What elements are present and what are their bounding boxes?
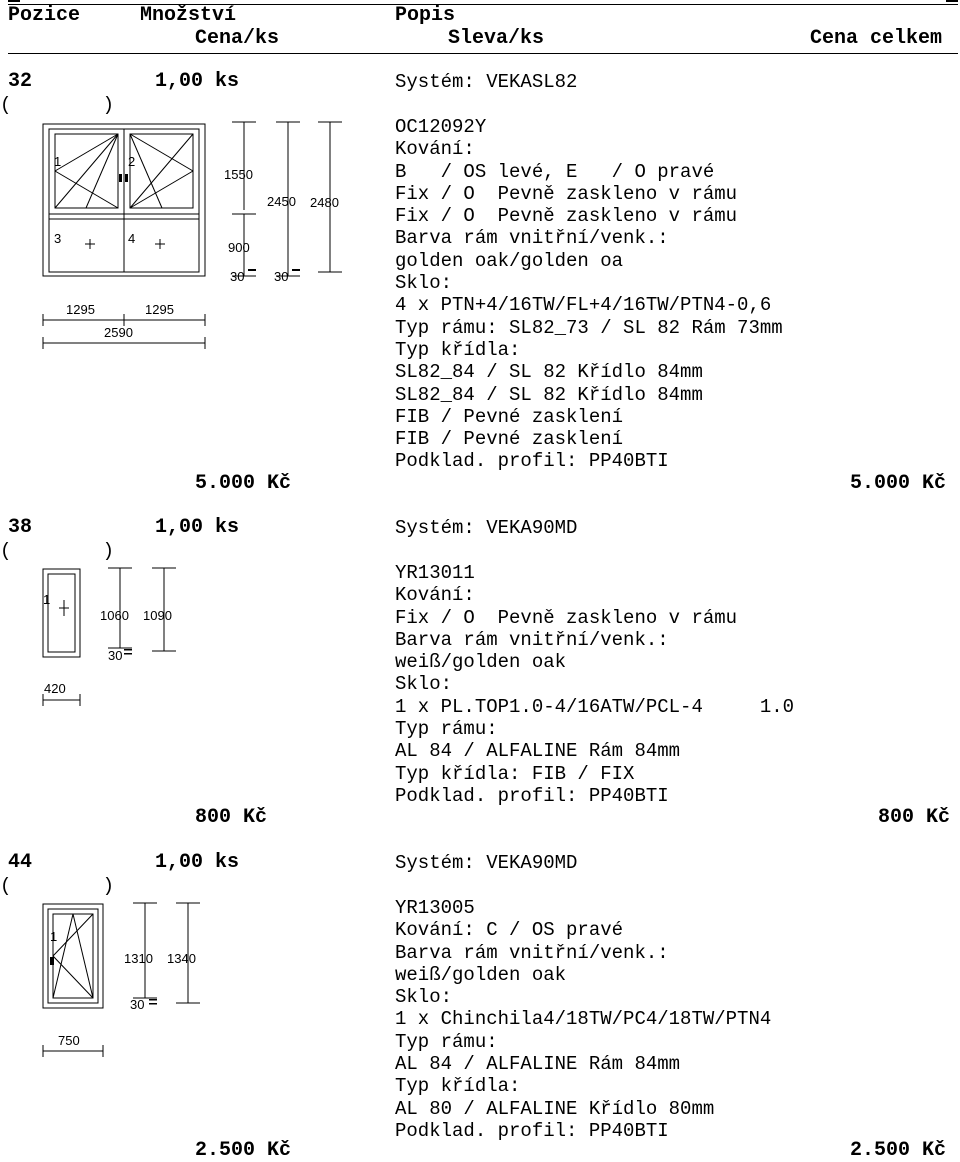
description-line: Fix / O Pevně zaskleno v rámu [395,606,738,629]
description-line: 1 x PL.TOP1.0-4/16ATW/PCL-4 1.0 [395,695,795,718]
dimension-label: 2450 [267,194,296,209]
description-line: YR13005 [395,897,475,919]
header-cena-ks: Cena/ks [195,27,280,50]
item-quantity: 1,00 ks [155,851,240,874]
description-line: Fix / O Pevně zaskleno v rámu [395,205,738,228]
description-line: AL 80 / ALFALINE Křídlo 80mm [395,1097,715,1120]
description-line: weiß/golden oak [395,963,567,986]
header-popis: Popis [395,4,456,27]
description-line: AL 84 / ALFALINE Rám 84mm [395,740,681,763]
item-system: Systém: VEKA90MD [395,517,578,539]
description-line: YR13011 [395,562,475,584]
description-line: golden oak/golden oa [395,249,624,272]
sash-label: 1 [50,929,58,944]
description-line: SL82_84 / SL 82 Křídlo 84mm [395,361,703,384]
item-position: 32 [8,70,33,93]
description-line: Sklo: [395,272,453,295]
dimension-label: 30 [230,269,245,284]
item-description [395,116,783,473]
description-line: Podklad. profil: PP40BTI [395,450,669,473]
item-total-price: 800 Kč [878,806,951,829]
sash-label: 2 [128,154,136,169]
sash-label: 3 [54,231,62,246]
sash-label: 1 [54,154,62,169]
description-line: Typ křídla: FIB / FIX [395,762,635,785]
header-cena-celkem: Cena celkem [810,27,943,50]
top-left-mark [8,0,20,2]
description-line: Kování: [395,138,475,161]
description-line: Typ křídla: [395,338,521,361]
header-rule [8,53,958,54]
description-line: 1 x Chinchila4/18TW/PC4/18TW/PTN4 [395,1008,772,1031]
description-line: AL 84 / ALFALINE Rám 84mm [395,1053,681,1076]
description-line: Kování: C / OS pravé [395,919,624,942]
item-total-price: 5.000 Kč [850,472,947,495]
item-paren: ( ) [0,540,115,562]
sash-label: 4 [128,231,136,246]
dimension-label: 30 [130,997,145,1012]
description-line: Typ křídla: [395,1075,521,1098]
description-line: Kování: [395,584,475,607]
sash-label: 1 [43,592,51,607]
dimension-label: 2480 [310,195,339,210]
description-line: weiß/golden oak [395,651,567,674]
dimension-label: 1550 [224,167,253,182]
item-description [395,562,794,807]
item-system: Systém: VEKA90MD [395,852,578,874]
item-quantity: 1,00 ks [155,70,240,93]
dimension-label: 2590 [104,325,133,340]
dimension-label: 1310 [124,951,153,966]
item-unit-price: 2.500 Kč [195,1139,292,1162]
dimension-label: 900 [228,240,250,255]
item-total-price: 2.500 Kč [850,1139,947,1162]
description-line: Podklad. profil: PP40BTI [395,784,669,807]
description-line: Podklad. profil: PP40BTI [395,1119,669,1142]
window-drawing-38 [0,560,200,710]
description-line: SL82_84 / SL 82 Křídlo 84mm [395,383,703,406]
description-line: FIB / Pevné zasklení [395,405,624,428]
top-right-mark [946,0,958,2]
item-unit-price: 800 Kč [195,806,268,829]
dimension-label: 30 [108,648,123,663]
dimension-label: 1060 [100,608,129,623]
dimension-label: 750 [58,1033,80,1048]
item-position: 38 [8,516,33,539]
dimension-label: 1295 [66,302,95,317]
item-description [395,897,771,1142]
description-line: Barva rám vnitřní/venk.: [395,227,669,250]
item-system: Systém: VEKASL82 [395,71,578,93]
description-line: B / OS levé, E / O pravé [395,160,715,183]
header-pozice: Pozice [8,4,81,27]
header-sleva-ks: Sleva/ks [448,27,545,50]
description-line: Typ rámu: SL82_73 / SL 82 Rám 73mm [395,316,783,339]
description-line: Sklo: [395,673,453,696]
description-line: Fix / O Pevně zaskleno v rámu [395,182,738,205]
dimension-label: 30 [274,269,289,284]
description-line: Typ rámu: [395,718,498,741]
description-line: 4 x PTN+4/16TW/FL+4/16TW/PTN4-0,6 [395,294,772,317]
item-position: 44 [8,851,33,874]
window-drawing-44 [0,895,220,1065]
dimension-label: 1090 [143,608,172,623]
description-line: FIB / Pevné zasklení [395,428,624,451]
window-drawing-32 [0,110,360,350]
dimension-label: 1295 [145,302,174,317]
description-line: Barva rám vnitřní/venk.: [395,628,669,651]
description-line: Typ rámu: [395,1030,498,1053]
dimension-label: 420 [44,681,66,696]
header-mnozstvi: Množství [140,4,237,27]
item-paren: ( ) [0,875,115,897]
item-paren: ( ) [0,94,115,116]
description-line: Sklo: [395,986,453,1009]
item-unit-price: 5.000 Kč [195,472,292,495]
description-line: Barva rám vnitřní/venk.: [395,941,669,964]
item-quantity: 1,00 ks [155,516,240,539]
dimension-label: 1340 [167,951,196,966]
description-line: OC12092Y [395,116,487,138]
